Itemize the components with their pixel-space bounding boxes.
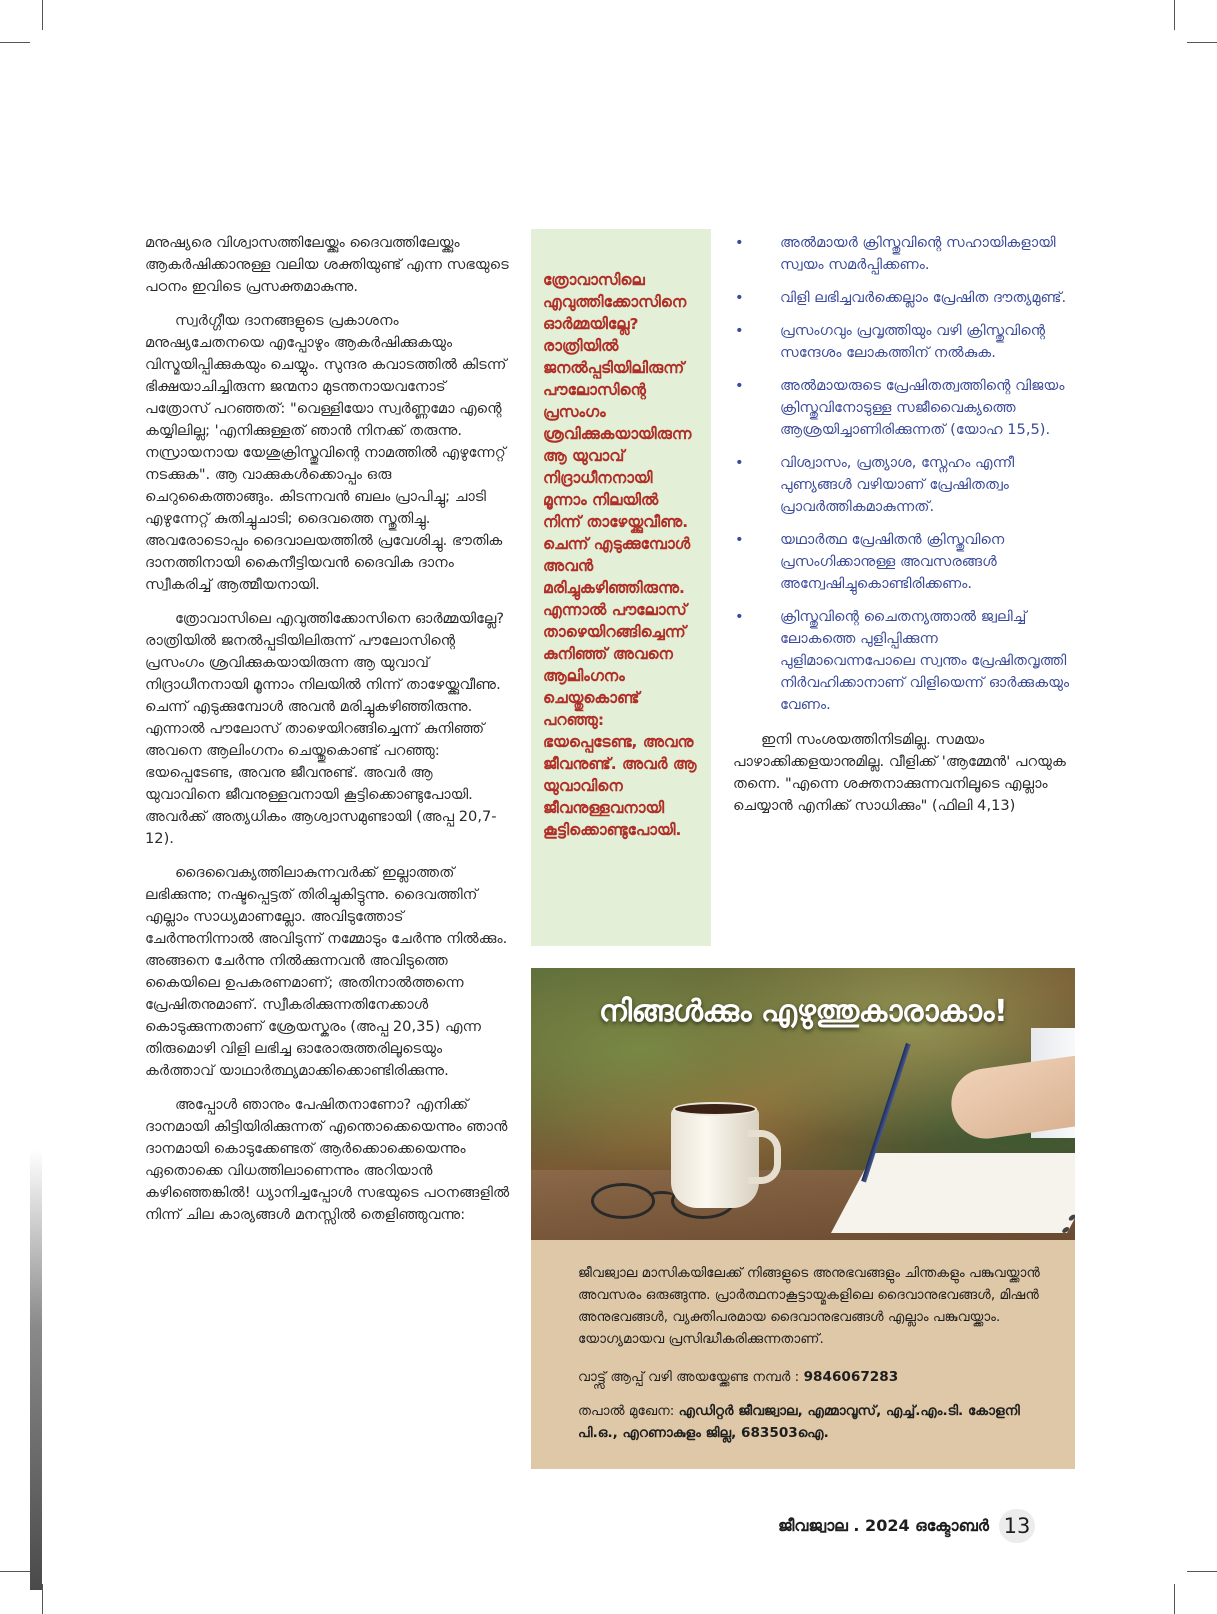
pull-quote-text: ത്രോവാസിലെ എവുത്തിക്കോസിനെ ഓർമ്മയില്ലേ? രാത്രിയിൽ ജനൽപ്പടിയിലിരുന്ന് പൗലോസിന്റെ പ്രസംഗം ശ്രവിക്കുകയായിരുന്ന ആ യുവാവ് നിദ്രാധീനനായി മൂന്നാം നിലയിൽ നിന്ന് താഴേയ്ക്കുവീണു. ചെന്ന് എടുക്കുമ്പോൾ അവൻ മരിച്ചുകഴിഞ്ഞിരുന്നു. എന്നാൽ പൗലോസ് താഴെയിറങ്ങിച്ചെന്ന് കുനിഞ്ഞ് അവനെ ആലിംഗനം ചെയ്തുകൊണ്ട് പറഞ്ഞു: ഭയപ്പെടേണ്ട, അവനു ജീവനുണ്ട്. അവർ ആ യുവാവിനെ ജീവനുള്ളവനായി കൂട്ടിക്കൊണ്ടുപോയി.: [543, 271, 697, 839]
postal-address: എഡിറ്റർ ജീവജ്വാല, എമ്മാവൂസ്, എച്ച്.എം.ടി. കോളനി പി.ഒ., എറണാകുളം ജില്ല, 683503ഐ.: [578, 1403, 1020, 1441]
crop-mark: [0, 1571, 30, 1572]
list-item: [733, 452, 1075, 518]
list-item: [733, 529, 1075, 595]
crop-mark: [1174, 1584, 1175, 1614]
paragraph: അപ്പോൾ ഞാനും പേഷിതനാണോ? എനിക്ക് ദാനമായി കിട്ടിയിരിക്കുന്നത് എന്തൊക്കെയെന്നും ഞാൻ ദാനമായി കൊടുക്കേണ്ടത് ആർക്കൊക്കെയെന്നും ഏതൊക്കെ വിധത്തിലാണെന്നും അറിയാൻ കഴിഞ്ഞെങ്കിൽ! ധ്യാനിച്ചപ്പോൾ സഭയുടെ പഠനങ്ങളിൽ നിന്ന് ചില കാര്യങ്ങൾ മനസ്സിൽ തെളിഞ്ഞുവന്നു:: [145, 1096, 510, 1223]
ad-title: നിങ്ങൾക്കും എഴുത്തുകാരാകാം!: [598, 994, 1008, 1029]
crop-mark: [1187, 42, 1217, 43]
page-number: 13: [999, 1509, 1035, 1543]
list-item: [733, 375, 1075, 441]
bullet-icon: •: [735, 322, 744, 339]
bullet-icon: •: [735, 289, 744, 306]
writers-invitation-ad: [531, 968, 1075, 1469]
whatsapp-label: വാട്ട്സ് ആപ്പ് വഴി അയയ്ക്കേണ്ട നമ്പർ :: [578, 1369, 800, 1385]
bullet-icon: •: [735, 608, 744, 625]
whatsapp-line: [578, 1366, 1055, 1388]
bullet-icon: •: [735, 377, 744, 394]
closing-paragraph: ഇനി സംശയത്തിനിടമില്ല. സമയം പാഴാക്കിക്കളയാനുമില്ല. വീളിക്ക് 'ആമ്മേൻ' പറയുക തന്നെ. "എന്നെ ശക്തനാക്കുന്നവനിലൂടെ എല്ലാം ചെയ്യാൻ എനിക്ക് സാധിക്കും" (ഫിലി 4,13): [733, 731, 1066, 814]
paragraph: സ്വർഗ്ഗീയ ദാനങ്ങളുടെ പ്രകാശനം മനുഷ്യചേതനയെ എപ്പോഴും ആകർഷിക്കുകയും വിസ്മയിപ്പിക്കുകയും ചെയ്യും. സുന്ദര കവാടത്തിൽ കിടന്ന് ഭിക്ഷയാചിച്ചിരുന്ന ജന്മനാ മുടന്തനായവനോട് പത്രോസ് പറഞ്ഞത്: "വെള്ളിയോ സ്വർണ്ണമോ എന്റെ കയ്യിലില്ല; 'എനിക്കുള്ളത് ഞാൻ നിനക്ക് തരുന്നു. നസ്രായനായ യേശുക്രിസ്തുവിന്റെ നാമത്തിൽ എഴുന്നേറ്റ് നടക്കുക". ആ വാക്കുകൾക്കൊപ്പം ഒരു ചെറുകൈത്താങ്ങും. കിടന്നവൻ ബലം പ്രാപിച്ചു; ചാടി എഴുന്നേറ്റ് കുതിച്ചുചാടി; ദൈവത്തെ സ്തുതിച്ചു. അവരോടൊപ്പം ദൈവാലയത്തിൽ പ്രവേശിച്ചു. ഭൗതിക ദാനത്തിനായി കൈനീട്ടിയവൻ ദൈവിക ദാനം സ്വീകരിച്ച് ആത്മീയനായി.: [145, 312, 507, 593]
bullet-icon: •: [735, 454, 744, 471]
list-item: [733, 606, 1075, 716]
list-item-text: പ്രസംഗവും പ്രവൃത്തിയും വഴി ക്രിസ്തുവിന്റെ സന്ദേശം ലോകത്തിന് നൽകുക.: [780, 322, 1046, 361]
article-column-1: [145, 232, 510, 1238]
list-item: [733, 232, 1075, 276]
coffee-mug-icon: [671, 1108, 759, 1208]
list-item-text: അൽമായരുടെ പ്രേഷിതത്വത്തിന്റെ വിജയം ക്രിസ്തുവിനോടുള്ള സജീവൈക്യത്തെ ആശ്രയിച്ചാണിരിക്കുന്നത് (യോഹ 15,5).: [780, 377, 1065, 438]
list-item-text: അൽമായർ ക്രിസ്തുവിന്റെ സഹായികളായി സ്വയം സമർപ്പിക്കണം.: [780, 234, 1056, 273]
magazine-issue: ജീവജ്വാല . 2024 ഒക്ടോബർ: [778, 1516, 989, 1535]
crop-mark: [1187, 1571, 1217, 1572]
article-column-3: [733, 232, 1075, 817]
paragraph: ദൈവൈക്യത്തിലാകുന്നവർക്ക് ഇല്ലാത്തത് ലഭിക്കുന്നു; നഷ്ടപ്പെട്ടത് തിരിച്ചുകിട്ടുന്നു. ദൈവത്തിന് എല്ലാം സാധ്യമാണല്ലോ. അവിടുത്തോട് ചേർന്നുനിന്നാൽ അവിടുന്ന് നമ്മോടും ചേർന്നു നിൽക്കും. അങ്ങനെ ചേർന്നു നിൽക്കുന്നവൻ അവിടുത്തെ കൈയിലെ ഉപകരണമാണ്; അതിനാൽത്തന്നെ പ്രേഷിതനുമാണ്. സ്വീകരിക്കുന്നതിനേക്കാൾ കൊടുക്കുന്നതാണ് ശ്രേയസ്കരം (അപ്പ 20,35) എന്ന തിരുമൊഴി വിളി ലഭിച്ച ഓരോരുത്തരിലൂടെയും കർത്താവ് യാഥാർത്ഥ്യമാക്കിക്കൊണ്ടിരിക്കുന്നു.: [145, 864, 508, 1079]
pull-quote: [531, 229, 711, 946]
crop-mark: [0, 42, 30, 43]
crop-mark: [42, 0, 43, 30]
postal-line: [578, 1400, 1055, 1444]
paragraph: ത്രോവാസിലെ എവുത്തിക്കോസിനെ ഓർമ്മയില്ലേ? രാത്രിയിൽ ജനൽപ്പടിയിലിരുന്ന് പൗലോസിന്റെ പ്രസംഗം ശ്രവിക്കുകയായിരുന്ന ആ യുവാവ് നിദ്രാധീനനായി മൂന്നാം നിലയിൽ നിന്ന് താഴേയ്ക്കുവീണു. ചെന്ന് എടുക്കുമ്പോൾ അവൻ മരിച്ചുകഴിഞ്ഞിരുന്നു. എന്നാൽ പൗലോസ് താഴെയിറങ്ങിച്ചെന്ന് കുനിഞ്ഞ് അവനെ ആലിംഗനം ചെയ്തുകൊണ്ട് പറഞ്ഞു: ഭയപ്പെടേണ്ട, അവനു ജീവനുണ്ട്. അവർ ആ യുവാവിനെ ജീവനുള്ളവനായി കൂട്ടിക്കൊണ്ടുപോയി. അവർക്ക് അത്യധികം ആശ്വാസമുണ്ടായി (അപ്പ 20,7-12).: [145, 610, 505, 847]
list-item-text: വിശ്വാസം, പ്രത്യാശ, സ്നേഹം എന്നീ പുണ്യങ്ങൾ വഴിയാണ് പ്രേഷിതത്വം പ്രാവർത്തികമാകുന്നത്.: [780, 454, 1015, 515]
list-item: [733, 287, 1075, 309]
bullet-list: [733, 232, 1075, 716]
list-item: [733, 320, 1075, 364]
whatsapp-number: 9846067283: [803, 1369, 899, 1385]
list-item-text: ക്രിസ്തുവിന്റെ ചൈതന്യത്താൽ ജ്വലിച്ച് ലോകത്തെ പുളിപ്പിക്കുന്ന പുളിമാവെന്നപോലെ സ്വന്തം പ്രേഷിതവൃത്തി നിർവഹിക്കാനാണ് വിളിയെന്ന് ഓർക്കുകയും വേണം.: [780, 608, 1070, 713]
ad-photo: [531, 968, 1075, 1240]
crop-mark: [42, 1584, 43, 1614]
bullet-icon: •: [735, 531, 744, 548]
ad-body: ജീവജ്വാല മാസികയിലേക്ക് നിങ്ങളുടെ അനുഭവങ്ങളും ചിന്തകളും പങ്കുവയ്ക്കാൻ അവസരം ഒരുങ്ങുന്നു. പ്രാർത്ഥനാകൂട്ടായ്മകളിലെ ദൈവാനുഭവങ്ങൾ, മിഷൻ അനുഭവങ്ങൾ, വ്യക്തിപരമായ ദൈവാനുഭവങ്ങൾ എല്ലാം പങ്കുവയ്ക്കാം. യോഗ്യമായവ പ്രസിദ്ധീകരിക്കുന്നതാണ്.: [578, 1265, 1040, 1347]
bullet-icon: •: [735, 234, 744, 251]
list-item-text: യഥാർത്ഥ പ്രേഷിതൻ ക്രിസ്തുവിനെ പ്രസംഗിക്കാനുള്ള അവസരങ്ങൾ അന്വേഷിച്ചുകൊണ്ടിരിക്കണം.: [780, 531, 1005, 592]
page-edge-gradient: [30, 1150, 42, 1590]
page-footer: [778, 1509, 1035, 1543]
crop-mark: [1174, 0, 1175, 30]
ad-text-box: [531, 1240, 1075, 1469]
postal-label: തപാൽ മുഖേന:: [578, 1403, 675, 1419]
paragraph: മനുഷ്യരെ വിശ്വാസത്തിലേയ്ക്കും ദൈവത്തിലേയ്ക്കും ആകർഷിക്കാനുള്ള വലിയ ശക്തിയുണ്ട് എന്ന സഭയുടെ പഠനം ഇവിടെ പ്രസക്തമാകുന്നു.: [145, 234, 509, 295]
list-item-text: വിളി ലഭിച്ചവർക്കെല്ലാം പ്രേഷിത ദൗത്യമുണ്ട്.: [780, 289, 1067, 306]
